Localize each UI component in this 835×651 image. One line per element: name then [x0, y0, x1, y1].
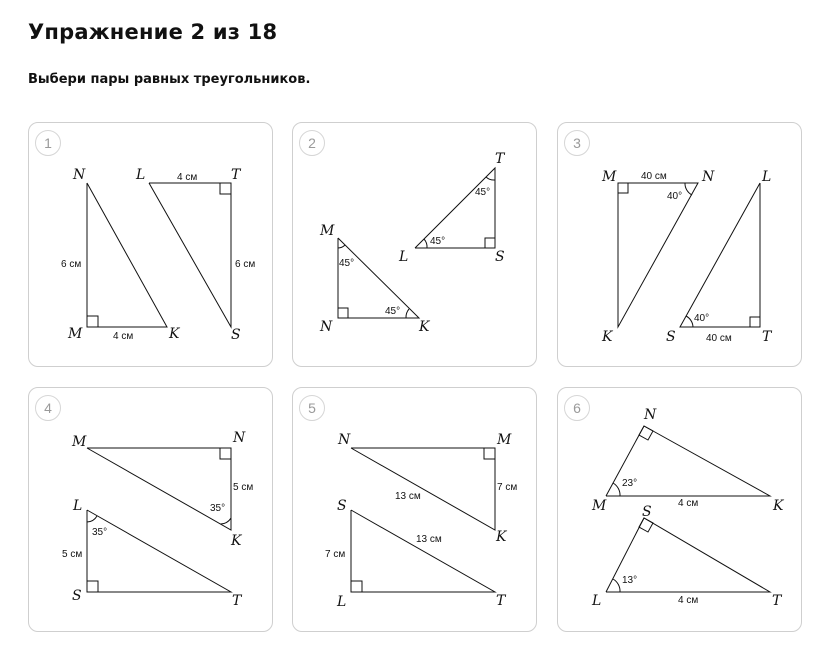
- vertex-label-m: M: [602, 169, 617, 185]
- angle-label-l: 45°: [430, 236, 446, 247]
- triangle-nmk: [87, 183, 167, 327]
- side-label-ts: 6 см: [235, 259, 256, 270]
- right-angle-mark: [338, 308, 348, 318]
- triangles-figure-3: [558, 123, 803, 368]
- triangle-slt: [351, 510, 495, 592]
- answer-card-3[interactable]: [557, 122, 802, 367]
- vertex-label-n: N: [320, 319, 333, 335]
- angle-arc: [685, 183, 692, 195]
- triangles-figure-1: [29, 123, 274, 368]
- vertex-label-s: S: [231, 327, 241, 343]
- vertex-label-l: L: [337, 594, 347, 610]
- right-angle-mark: [750, 317, 760, 327]
- answer-card-4[interactable]: [28, 387, 273, 632]
- triangle-nmk: [351, 448, 495, 530]
- angle-arc: [220, 518, 231, 524]
- card-number-badge: 5: [299, 395, 325, 421]
- vertex-label-s: S: [337, 498, 347, 514]
- side-label-nm: 6 см: [61, 259, 82, 270]
- answer-card-5[interactable]: [292, 387, 537, 632]
- vertex-label-l: L: [592, 593, 602, 609]
- vertex-label-s: S: [642, 504, 652, 520]
- vertex-label-s: S: [666, 329, 676, 345]
- vertex-label-m: M: [68, 326, 83, 342]
- card-number-badge: 3: [564, 130, 590, 156]
- vertex-label-n: N: [338, 432, 351, 448]
- triangle-lst: [87, 510, 231, 592]
- angle-label-k: 35°: [210, 503, 226, 514]
- angle-label-m: 45°: [339, 258, 355, 269]
- right-angle-mark: [484, 448, 495, 459]
- page-title: Упражнение 2 из 18: [28, 20, 278, 44]
- vertex-label-k: K: [231, 533, 242, 549]
- vertex-label-n: N: [233, 430, 246, 446]
- triangles-figure-2: [293, 123, 538, 368]
- card-number-badge: 2: [299, 130, 325, 156]
- right-angle-mark: [639, 518, 653, 532]
- answer-card-2[interactable]: [292, 122, 537, 367]
- answer-card-1[interactable]: [28, 122, 273, 367]
- vertex-label-t: T: [495, 151, 505, 167]
- right-angle-mark: [485, 238, 495, 248]
- triangle-lts: [149, 183, 231, 327]
- vertex-label-s: S: [495, 249, 505, 265]
- side-label-ls: 5 см: [62, 549, 83, 560]
- side-label-nk: 13 см: [395, 491, 421, 502]
- vertex-label-m: M: [592, 498, 607, 514]
- vertex-label-k: K: [773, 498, 784, 514]
- vertex-label-n: N: [73, 167, 86, 183]
- angle-arc: [338, 245, 345, 248]
- side-label-mk: 4 см: [113, 331, 134, 342]
- instruction-text: Выбери пары равных треугольников.: [28, 72, 311, 87]
- vertex-label-k: K: [169, 326, 180, 342]
- vertex-label-k: K: [419, 319, 430, 335]
- side-label-st: 40 см: [706, 333, 732, 344]
- side-label-st: 13 см: [416, 534, 442, 545]
- card-number-badge: 6: [564, 395, 590, 421]
- right-angle-mark: [220, 183, 231, 194]
- answer-card-6[interactable]: [557, 387, 802, 632]
- angle-label-t: 45°: [475, 187, 491, 198]
- right-angle-mark: [87, 581, 98, 592]
- triangle-mnk: [618, 183, 698, 327]
- side-label-mk: 4 см: [678, 498, 699, 509]
- angle-arc: [486, 177, 495, 180]
- side-label-mn: 40 см: [641, 171, 667, 182]
- angle-label-l: 13°: [622, 575, 638, 586]
- vertex-label-n: N: [702, 169, 715, 185]
- vertex-label-t: T: [232, 593, 242, 609]
- vertex-label-t: T: [772, 593, 782, 609]
- triangle-lts: [415, 168, 495, 248]
- side-label-nk: 5 см: [233, 482, 254, 493]
- triangles-figure-5: [293, 388, 538, 633]
- right-angle-mark: [639, 426, 653, 440]
- vertex-label-m: M: [320, 223, 335, 239]
- vertex-label-k: K: [496, 529, 507, 545]
- card-number-badge: 1: [35, 130, 61, 156]
- angle-label-k: 45°: [385, 306, 401, 317]
- right-angle-mark: [87, 316, 98, 327]
- angle-arc: [613, 483, 620, 496]
- right-angle-mark: [220, 448, 231, 459]
- vertex-label-t: T: [496, 593, 506, 609]
- vertex-label-l: L: [762, 169, 772, 185]
- vertex-label-l: L: [73, 498, 83, 514]
- right-angle-mark: [618, 183, 628, 193]
- angle-arc: [87, 516, 97, 522]
- angle-label-l: 35°: [92, 527, 108, 538]
- angle-label-m: 23°: [622, 478, 638, 489]
- vertex-label-k: K: [602, 329, 613, 345]
- side-label-mk: 7 см: [497, 482, 518, 493]
- vertex-label-m: M: [72, 434, 87, 450]
- right-angle-mark: [351, 581, 362, 592]
- triangle-mnk: [87, 448, 231, 530]
- angle-label-n: 40°: [667, 191, 683, 202]
- card-number-badge: 4: [35, 395, 61, 421]
- vertex-label-n: N: [644, 407, 657, 423]
- angle-arc: [686, 316, 693, 327]
- vertex-label-t: T: [231, 167, 241, 183]
- vertex-label-s: S: [72, 588, 82, 604]
- side-label-sl: 7 см: [325, 549, 346, 560]
- side-label-lt: 4 см: [177, 172, 198, 183]
- angle-arc: [406, 309, 409, 318]
- vertex-label-l: L: [399, 249, 409, 265]
- side-label-lt: 4 см: [678, 595, 699, 606]
- triangle-lst: [680, 183, 760, 327]
- triangles-figure-4: [29, 388, 274, 633]
- angle-arc: [613, 579, 620, 592]
- vertex-label-t: T: [762, 329, 772, 345]
- triangles-figure-6: [558, 388, 803, 633]
- angle-arc: [424, 239, 427, 248]
- vertex-label-m: M: [497, 432, 512, 448]
- angle-label-s: 40°: [694, 313, 710, 324]
- vertex-label-l: L: [136, 167, 146, 183]
